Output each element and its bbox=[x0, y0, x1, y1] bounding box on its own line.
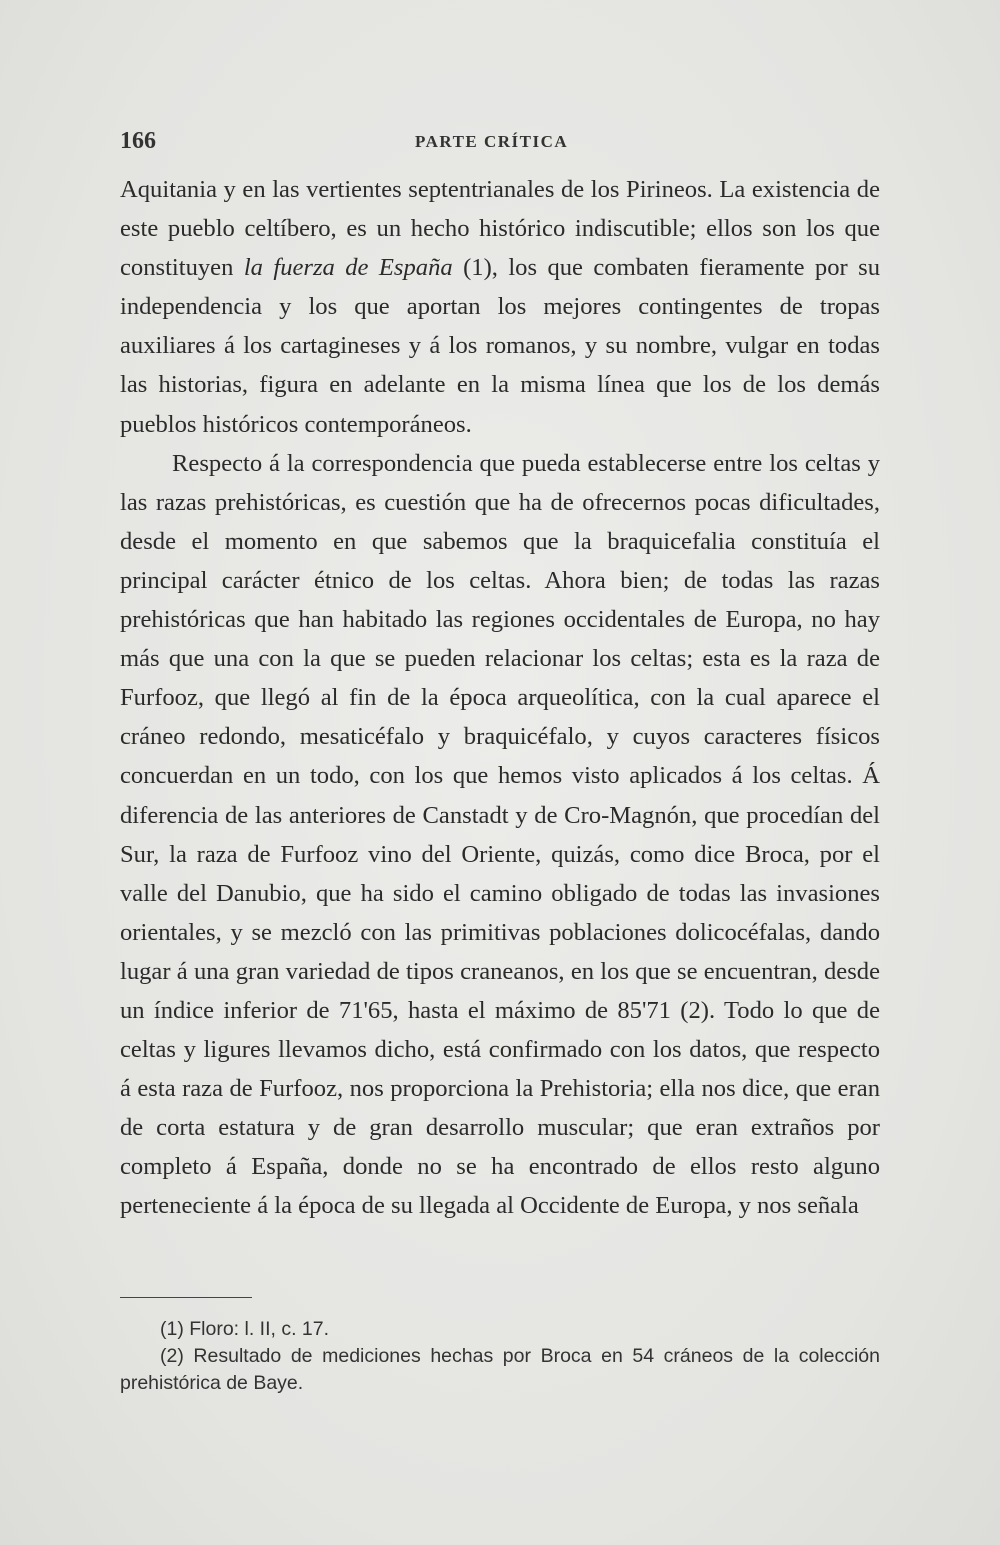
paragraph-1 bbox=[120, 170, 880, 444]
footnote-rule bbox=[120, 1297, 252, 1298]
footnote-1: (1) Floro: l. II, c. 17. bbox=[160, 1318, 330, 1340]
paragraph-2: Respecto á la correspondencia que pueda establecerse entre los celtas y las razas prehistóricas, es cuestión que ha de ofrecernos pocas dificultades, desde el momento en que sabemos que la braquicefalia constituía el principal carácter étnico de los celtas. Ahora bien; de todas las razas prehistóricas que han habitado las regiones occidentales de Europa, no hay más que una con la que se pueden relacionar los celtas; esta es la raza de Furfooz, que llegó al fin de la época arqueolítica, con la cual aparece el cráneo redondo, mesaticéfalo y braquicéfalo, y cuyos caracteres físicos concuerdan en un todo, con los que hemos visto aplicados á los celtas. Á diferencia de las anteriores de Canstadt y de Cro-Magnón, que procedían del Sur, la raza de Furfooz vino del Oriente, quizás, como dice Broca, por el valle del Danubio, que ha sido el camino obligado de todas las invasiones orientales, y se mezcló con las primitivas poblaciones dolicocéfalas, dando lugar á una gran variedad de tipos craneanos, en los que se encuentran, desde un índice inferior de 71'65, hasta el máximo de 85'71 (2). Todo lo que de celtas y ligures llevamos dicho, está confirmado con los datos, que respecto á esta raza de Furfooz, nos proporciona la Prehistoria; ella nos dice, que eran de corta estatura y de gran desarrollo muscular; que eran extraños por completo á España, donde no se ha encontrado de ellos resto alguno perteneciente á la época de su llegada al Occidente de Europa, y nos señala bbox=[120, 449, 880, 1220]
footnote-2: (2) Resultado de mediciones hechas por Broca en 54 cráneos de la colección prehistórica de Baye. bbox=[120, 1345, 880, 1394]
footnotes bbox=[120, 1316, 880, 1397]
paragraph-1-part-b: (1), los que combaten fieramente por su independencia y los que aportan los mejores contingentes de tropas auxiliares á los cartagineses y á los romanos, y su nombre, vulgar en todas las historias, figura en adelante en la misma línea que los de los demás pueblos históricos contemporáneos. bbox=[120, 254, 880, 438]
italic-phrase: la fuerza de España bbox=[243, 254, 453, 282]
body-text bbox=[120, 170, 880, 1226]
page-header bbox=[120, 128, 880, 158]
paragraph-1-part-a: Aquitania y en las vertientes septentrianales de los Pirineos. La existencia de este pueblo celtíbero, es un hecho histórico indiscutible; ellos son los que constituyen bbox=[120, 176, 880, 282]
running-head: PARTE CRÍTICA bbox=[415, 132, 569, 151]
page-number: 166 bbox=[120, 128, 156, 154]
